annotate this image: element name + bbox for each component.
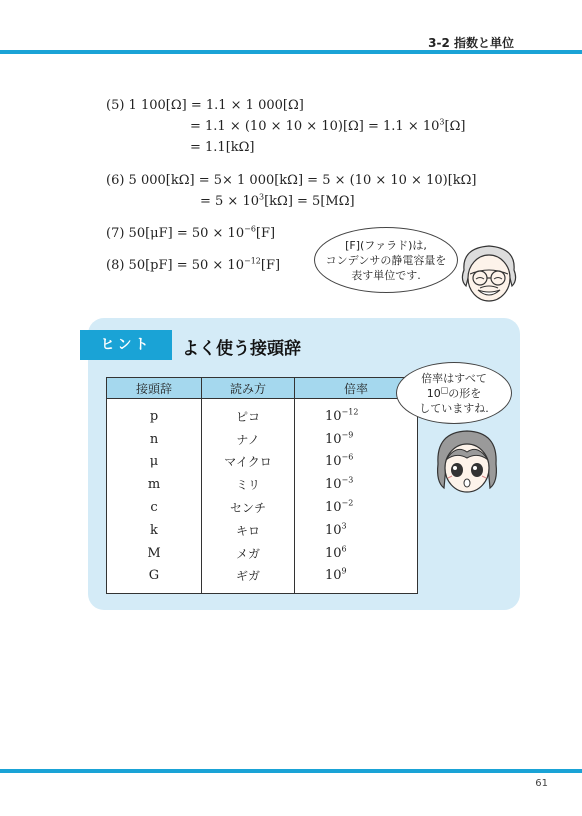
table-row (107, 542, 418, 565)
reading-cell: ミリ (202, 473, 295, 496)
professor-illustration-icon (456, 240, 522, 306)
column-header: 読み方 (202, 378, 295, 399)
reading-cell: メガ (202, 542, 295, 565)
multiplier-cell: $10^9$ (295, 565, 418, 594)
equation-6-line-2: = $5 \times 10^3[k\Omega] = 5[M\Omega]$ (200, 192, 355, 209)
multiplier-cell: $10^6$ (295, 542, 418, 565)
table-row (107, 519, 418, 542)
prefix-cell: n (107, 428, 202, 451)
column-header: 接頭辞 (107, 378, 202, 399)
table-row (107, 473, 418, 496)
prefix-cell: m (107, 473, 202, 496)
equation-5-line-2: = $1.1 \times (10 \times 10 \times 10)[\Omega] = 1.1 \times 10^3[\Omega]$ (190, 117, 466, 134)
bubble-line: していますね. (419, 402, 489, 415)
student-illustration-icon (432, 426, 502, 498)
table-row (107, 399, 418, 428)
equation-8: (8) $50[pF] = 50 \times 10^{-12}[F]$ (106, 256, 281, 273)
column-header: 倍率 (295, 378, 418, 399)
prefix-cell: k (107, 519, 202, 542)
reading-cell: センチ (202, 496, 295, 519)
prefix-cell: M (107, 542, 202, 565)
farad-speech-bubble (314, 227, 458, 293)
prefix-cell: G (107, 565, 202, 594)
bubble-line: 倍率はすべて (421, 372, 487, 385)
multiplier-cell: $10^3$ (295, 519, 418, 542)
prefix-cell: μ (107, 451, 202, 474)
equation-5-line-3: = 1.1[kΩ] (190, 140, 255, 155)
reading-cell: マイクロ (202, 451, 295, 474)
hint-speech-bubble (396, 362, 512, 424)
table-row (107, 496, 418, 519)
reading-cell: キロ (202, 519, 295, 542)
multiplier-cell: $10^{-6}$ (295, 451, 418, 474)
table-row (107, 565, 418, 594)
equation-5-line-1: (5) 1 100[Ω] = 1.1 × 1 000[Ω] (106, 98, 304, 113)
multiplier-cell: $10^{-9}$ (295, 428, 418, 451)
multiplier-cell: $10^{-2}$ (295, 496, 418, 519)
multiplier-cell: $10^{-3}$ (295, 473, 418, 496)
table-row (107, 428, 418, 451)
bubble-line: 10□の形を (426, 385, 482, 400)
hint-tag: ヒント (80, 330, 172, 360)
bubble-line: [F](ファラド)は, (345, 239, 427, 252)
table-row (107, 451, 418, 474)
bubble-line: 表す単位です. (351, 269, 421, 282)
page-number: 61 (535, 778, 548, 789)
prefix-cell: p (107, 399, 202, 428)
hint-title: よく使う接頭辞 (182, 339, 301, 359)
reading-cell: ピコ (202, 399, 295, 428)
equation-7: (7) $50[\mu F] = 50 \times 10^{-6}[F]$ (106, 224, 276, 241)
equation-6-line-1: (6) 5 000[kΩ] = 5× 1 000[kΩ] = 5 × (10 × 10 × 10)[kΩ] (106, 173, 477, 188)
reading-cell: ナノ (202, 428, 295, 451)
multiplier-cell: $10^{-12}$ (295, 399, 418, 428)
bubble-line: コンデンサの静電容量を (325, 254, 447, 267)
prefix-cell: c (107, 496, 202, 519)
reading-cell: ギガ (202, 565, 295, 594)
section-title: 3-2 指数と単位 (428, 36, 514, 50)
footer-rule (0, 769, 582, 773)
prefix-table (106, 377, 418, 594)
